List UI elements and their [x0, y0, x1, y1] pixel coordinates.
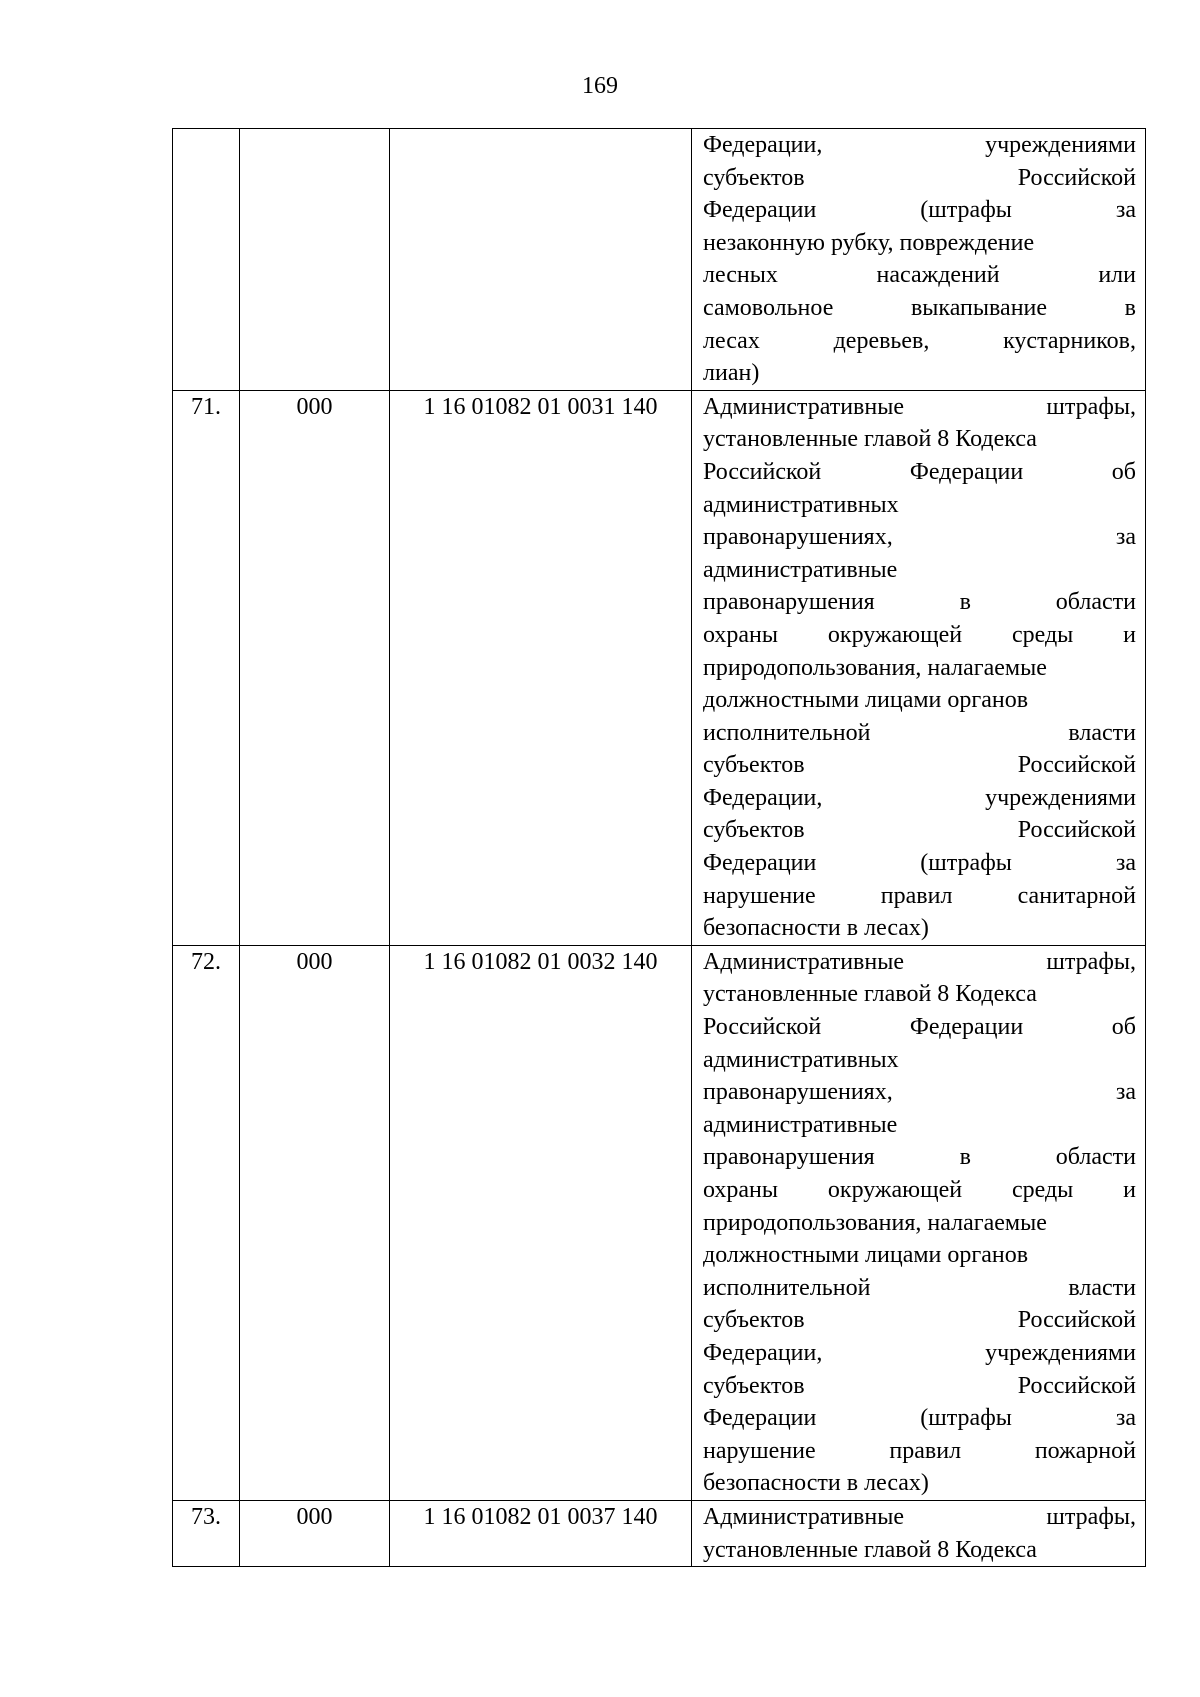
description-word: Федерации, — [703, 132, 823, 158]
description-word: учреждениями — [985, 784, 1136, 811]
description-line — [703, 717, 1136, 750]
description-word: охраны — [703, 1177, 779, 1203]
description-word: Российской — [1017, 752, 1136, 779]
description-line — [703, 194, 1136, 227]
description-word: Российской — [703, 1014, 822, 1041]
description-word: санитарной — [1017, 882, 1136, 909]
description-word: самовольное — [703, 294, 834, 321]
description-word: пожарной — [1034, 1437, 1136, 1464]
description-word: правонарушениях, — [703, 1079, 893, 1106]
description-word: окружающей — [827, 1177, 963, 1203]
description-word: среды — [1011, 1177, 1074, 1203]
description-line — [703, 652, 1136, 685]
description-word: кустарников, — [1003, 327, 1136, 354]
description-word: (штрафы — [920, 1405, 1012, 1432]
description-word: за — [1115, 524, 1136, 551]
description-line — [703, 259, 1136, 292]
description-word: установленные главой 8 Кодекса — [703, 1536, 1037, 1563]
description-word: безопасности в лесах) — [703, 915, 929, 942]
description-line — [703, 423, 1136, 456]
admin-code-cell — [240, 129, 390, 391]
description-word: административных — [703, 491, 899, 518]
description-word: исполнительной — [703, 1274, 871, 1301]
description-line — [703, 880, 1136, 913]
description-line — [703, 1239, 1136, 1272]
description-word: штрафы, — [1046, 393, 1136, 420]
description-word: Федерации — [703, 850, 817, 877]
row-number-cell: 71. — [173, 390, 240, 945]
description-word: Административные — [703, 948, 905, 975]
description-cell — [692, 1500, 1146, 1566]
description-line — [703, 1534, 1136, 1567]
description-word: правил — [880, 882, 953, 909]
description-line — [703, 1402, 1136, 1435]
table-row — [173, 129, 1146, 391]
description-line — [703, 1370, 1136, 1403]
description-word: административные — [703, 556, 898, 583]
admin-code-cell: 000 — [240, 390, 390, 945]
description-word: за — [1115, 197, 1136, 224]
description-word: субъектов — [703, 164, 805, 191]
description-word: за — [1115, 1079, 1136, 1106]
description-word: природопользования, налагаемые — [703, 654, 1047, 681]
description-word: власти — [1068, 719, 1136, 746]
description-word: лиан) — [703, 360, 760, 387]
description-line — [703, 162, 1136, 195]
description-word: Российской — [703, 458, 822, 485]
description-word: Федерации — [703, 197, 817, 224]
description-word: лесных — [703, 262, 778, 289]
description-word: субъектов — [703, 1372, 805, 1399]
description-word: Российской — [1017, 817, 1136, 844]
description-cell — [692, 390, 1146, 945]
description-word: штрафы, — [1046, 948, 1136, 975]
description-line — [703, 1272, 1136, 1305]
description-word: Российской — [1017, 1372, 1136, 1399]
description-line — [703, 554, 1136, 587]
description-word: (штрафы — [920, 197, 1012, 224]
description-word: учреждениями — [985, 1339, 1136, 1366]
table-row — [173, 1500, 1146, 1566]
description-line — [703, 586, 1136, 619]
description-line — [703, 946, 1136, 979]
kbk-table — [172, 128, 1146, 1567]
description-word: и — [1123, 621, 1136, 648]
description-line — [703, 1467, 1136, 1500]
row-number-cell: 72. — [173, 945, 240, 1500]
description-line — [703, 1304, 1136, 1337]
description-word: власти — [1068, 1274, 1136, 1301]
description-line — [703, 227, 1136, 260]
description-word: Российской — [1017, 1307, 1136, 1334]
description-line — [703, 814, 1136, 847]
description-word: Административные — [703, 1503, 905, 1530]
table-row — [173, 945, 1146, 1500]
description-line — [703, 684, 1136, 717]
description-word: правонарушения — [703, 1144, 875, 1171]
description-word: природопользования, налагаемые — [703, 1209, 1047, 1236]
kbk-code-cell: 1 16 01082 01 0032 140 — [390, 945, 692, 1500]
description-word: незаконную рубку, повреждение — [703, 229, 1035, 256]
description-line — [703, 1174, 1136, 1207]
description-word: лесах — [703, 327, 760, 354]
description-word: или — [1098, 262, 1136, 289]
description-word: административные — [703, 1111, 898, 1138]
description-word: области — [1055, 1144, 1136, 1171]
description-line — [703, 749, 1136, 782]
description-word: штрафы, — [1046, 1503, 1136, 1530]
description-line — [703, 1044, 1136, 1077]
description-line — [703, 847, 1136, 880]
description-word: правонарушениях, — [703, 524, 893, 551]
description-word: об — [1111, 458, 1136, 485]
description-word: Федерации — [703, 1405, 817, 1432]
description-line — [703, 1207, 1136, 1240]
admin-code-cell: 000 — [240, 1500, 390, 1566]
description-word: правонарушения — [703, 589, 875, 616]
description-word: в — [959, 589, 971, 616]
description-line — [703, 357, 1136, 390]
description-line — [703, 456, 1136, 489]
row-number-cell — [173, 129, 240, 391]
description-line — [703, 619, 1136, 652]
description-cell — [692, 945, 1146, 1500]
description-word: установленные главой 8 Кодекса — [703, 426, 1037, 453]
description-word: Российской — [1017, 164, 1136, 191]
description-line — [703, 978, 1136, 1011]
admin-code-cell: 000 — [240, 945, 390, 1500]
description-word: Федерации — [909, 458, 1024, 485]
description-word: субъектов — [703, 817, 805, 844]
description-word: нарушение — [703, 1437, 816, 1464]
description-word: субъектов — [703, 752, 805, 779]
description-word: за — [1115, 850, 1136, 877]
kbk-code-cell: 1 16 01082 01 0037 140 — [390, 1500, 692, 1566]
description-cell — [692, 129, 1146, 391]
description-line — [703, 129, 1136, 162]
description-word: деревьев, — [833, 327, 930, 354]
description-word: нарушение — [703, 882, 816, 909]
description-word: субъектов — [703, 1307, 805, 1334]
page-number: 169 — [582, 73, 618, 99]
description-line — [703, 1011, 1136, 1044]
description-word: (штрафы — [920, 850, 1012, 877]
description-word: должностными лицами органов — [703, 687, 1029, 714]
description-word: и — [1123, 1177, 1136, 1203]
description-word: об — [1111, 1014, 1136, 1041]
description-line — [703, 1076, 1136, 1109]
description-line — [703, 1501, 1136, 1534]
description-word: в — [959, 1144, 971, 1171]
kbk-code-cell: 1 16 01082 01 0031 140 — [390, 390, 692, 945]
table-body — [173, 129, 1146, 1567]
table-row — [173, 390, 1146, 945]
description-word: учреждениями — [985, 132, 1136, 158]
description-line — [703, 391, 1136, 424]
description-word: административных — [703, 1046, 899, 1073]
description-word: Административные — [703, 393, 905, 420]
description-line — [703, 292, 1136, 325]
description-line — [703, 1141, 1136, 1174]
description-word: установленные главой 8 Кодекса — [703, 981, 1037, 1008]
description-word: окружающей — [827, 621, 963, 648]
description-line — [703, 489, 1136, 522]
description-word: области — [1055, 589, 1136, 616]
description-line — [703, 1337, 1136, 1370]
description-line — [703, 1435, 1136, 1468]
description-word: за — [1115, 1405, 1136, 1432]
description-word: охраны — [703, 621, 779, 648]
description-word: в — [1124, 294, 1136, 321]
description-word: исполнительной — [703, 719, 871, 746]
description-line — [703, 521, 1136, 554]
description-word: безопасности в лесах) — [703, 1470, 929, 1497]
description-word: среды — [1011, 621, 1074, 648]
description-word: должностными лицами органов — [703, 1242, 1029, 1269]
kbk-code-cell — [390, 129, 692, 391]
description-line — [703, 1109, 1136, 1142]
description-line — [703, 912, 1136, 945]
description-word: Федерации, — [703, 1339, 823, 1366]
description-word: Федерации, — [703, 784, 823, 811]
description-word: Федерации — [909, 1014, 1024, 1041]
description-word: насаждений — [876, 262, 1000, 289]
description-line — [703, 325, 1136, 358]
description-line — [703, 782, 1136, 815]
description-word: выкапывание — [910, 294, 1048, 321]
row-number-cell: 73. — [173, 1500, 240, 1566]
description-word: правил — [889, 1437, 962, 1464]
